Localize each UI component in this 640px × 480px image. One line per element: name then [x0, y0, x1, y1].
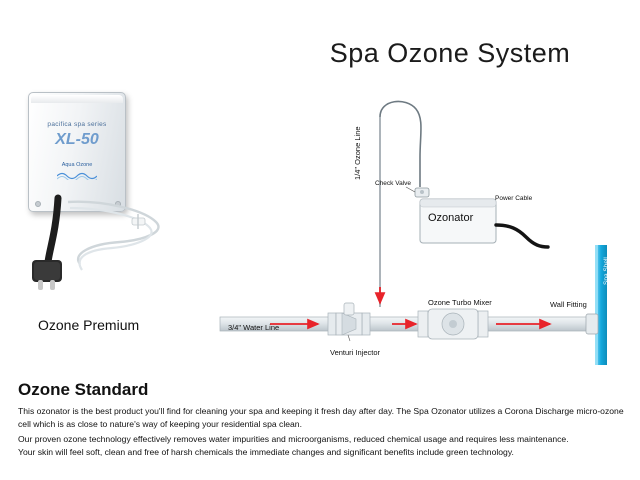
- wall-fitting: [586, 314, 598, 334]
- logo-text: Aqua Ozone: [61, 162, 93, 168]
- label-power-cable: Power Cable: [495, 195, 533, 202]
- device-cables: [24, 192, 174, 302]
- ozone-standard-heading: Ozone Standard: [18, 380, 149, 399]
- label-ozone-turbo-mixer: Ozone Turbo Mixer: [428, 298, 492, 307]
- label-check-valve: Check Valve: [375, 180, 412, 187]
- aqua-ozone-logo: [51, 161, 103, 183]
- ozone-standard-paragraph-2: Our proven ozone technology effectively removes water impurities and microorganisms, reduced chemical usage and requires less maintenance.: [18, 434, 569, 444]
- power-plug: [32, 260, 62, 290]
- spa-ozone-diagram: [210, 95, 630, 370]
- page-title: Spa Ozone System: [329, 38, 571, 68]
- check-valve: [415, 188, 429, 197]
- device-brand-label: pacifica spa series: [47, 121, 107, 128]
- ozone-turbo-mixer: [428, 309, 478, 339]
- label-ozone-line: 1/4" Ozone Line: [353, 126, 362, 180]
- label-spa-shell: Spa Shell: [603, 257, 610, 285]
- label-ozonator: Ozonator: [428, 212, 474, 224]
- label-venturi-injector: Venturi Injector: [330, 348, 381, 357]
- ozone-standard-paragraph-3: Your skin will feel soft, clean and free of harsh chemicals the immediate changes and significant benefits include green technology.: [18, 447, 514, 457]
- venturi-injector: [336, 303, 362, 335]
- ozonator-device-photo: [28, 92, 133, 222]
- ozone-standard-paragraph-1: This ozonator is the best product you'll find for cleaning your spa and keeping it fresh day after day. The Spa Ozonator utilizes a Corona Discharge micro-ozone cell which is as close to nature's way of keeping your residential spa clean.: [18, 406, 624, 429]
- label-water-line: 3/4" Water Line: [228, 323, 280, 332]
- wave-icon: [57, 170, 97, 180]
- device-model-label: XL-50: [55, 131, 99, 148]
- ozone-line-tube: [380, 101, 421, 307]
- device-top-edge: [31, 95, 123, 103]
- power-cable: [496, 225, 548, 247]
- label-wall-fitting: Wall Fitting: [550, 300, 587, 309]
- device-caption: Ozone Premium: [38, 317, 140, 333]
